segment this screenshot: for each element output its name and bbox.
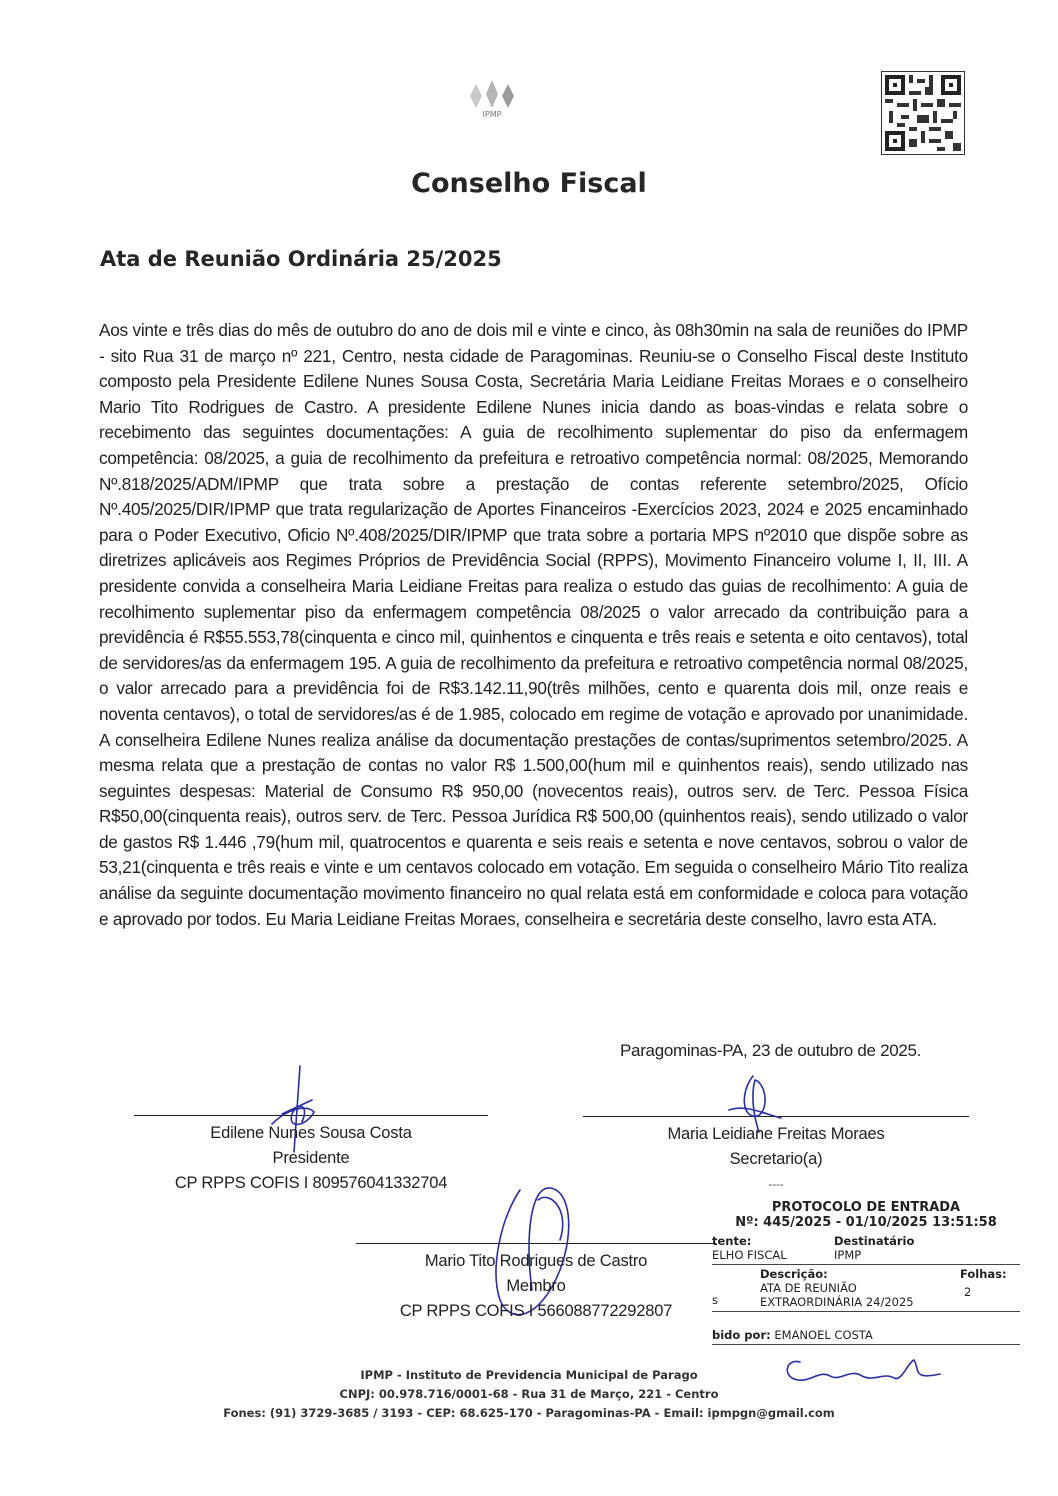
signer-name: Edilene Nunes Sousa Costa bbox=[210, 1124, 412, 1142]
signature-block-president bbox=[134, 1121, 488, 1196]
signer-role: Membro bbox=[506, 1277, 566, 1295]
stamp-number: Nº: 445/2025 - 01/10/2025 13:51:58 bbox=[735, 1215, 997, 1230]
stamp-recipient-value: IPMP bbox=[834, 1248, 862, 1262]
stamp-sender-label: tente: bbox=[712, 1234, 752, 1248]
footer-institution: IPMP - Instituto de Previdencia Municipal de Parago bbox=[360, 1368, 698, 1382]
document-subtitle: Ata de Reunião Ordinária 25/2025 bbox=[100, 247, 502, 271]
page-footer bbox=[0, 1366, 1058, 1423]
signer-id: CP RPPS COFIS I 566088772292807 bbox=[399, 1302, 673, 1320]
stamp-description-line2: EXTRAORDINÁRIA 24/2025 bbox=[760, 1295, 914, 1309]
stamp-recipient-label: Destinatário bbox=[834, 1234, 915, 1248]
signer-name: Mario Tito Rodrigues de Castro bbox=[424, 1252, 648, 1270]
signature-block-secretary bbox=[583, 1122, 969, 1197]
stamp-left-fragment: s bbox=[712, 1293, 718, 1307]
stamp-sheets-value: 2 bbox=[964, 1285, 972, 1299]
footer-address: CNPJ: 00.978.716/0001-68 - Rua 31 de Março, 221 - Centro bbox=[339, 1387, 719, 1401]
place-date: Paragominas-PA, 23 de outubro de 2025. bbox=[620, 1041, 922, 1060]
signer-name: Maria Leidiane Freitas Moraes bbox=[667, 1125, 885, 1143]
stamp-sheets-label: Folhas: bbox=[960, 1267, 1007, 1281]
footer-contact: Fones: (91) 3729-3685 / 3193 - CEP: 68.625-170 - Paragominas-PA - Email: ipmpgn@gmail.com bbox=[223, 1406, 835, 1420]
signer-role: Secretario(a) bbox=[729, 1150, 823, 1168]
protocol-stamp bbox=[712, 1200, 1020, 1345]
stamp-description-label: Descrição: bbox=[760, 1267, 828, 1281]
ipmp-logo bbox=[462, 74, 522, 124]
logo-text: IPMP bbox=[482, 110, 502, 119]
signer-id: ---- bbox=[768, 1177, 784, 1191]
stamp-title: PROTOCOLO DE ENTRADA bbox=[771, 1200, 961, 1215]
stamp-received-value: EMANOEL COSTA bbox=[774, 1328, 873, 1342]
page-title: Conselho Fiscal bbox=[411, 168, 647, 199]
minutes-body: Aos vinte e três dias do mês de outubro do ano de dois mil e vinte e cinco, às 08h30min na sala de reuniões do IPMP - sito Rua 31 de março nº 221, Centro, nesta cidade de Paragominas. Reuniu-se o Conselho Fiscal deste Instituto composto pela Presidente Edilene Nunes Sousa Costa, Secretária Maria Leidiane Freitas Moraes e o conselheiro Mario Tito Rodrigues de Castro. A presidente Edilene Nunes inicia dando as boas-vindas e relata sobre o recebimento das seguintes documentações: A guia de recolhimento suplementar do piso da enfermagem competência: 08/2025, a guia de recolhimento da prefeitura e retroativo competência normal: 08/2025, Memorando Nº.818/2025/ADM/IPMP que trata sobre a prestação de contas referente setembro/2025, Ofício Nº.405/2025/DIR/IPMP que trata regularização de Aportes Financeiros -Exercícios 2023, 2024 e 2025 encaminhado para o Poder Executivo, Oficio Nº.408/2025/DIR/IPMP que trata sobre a portaria MPS nº2010 que dispõe sobre as diretrizes aplicáveis aos Regimes Próprios de Previdência Social (RPPS), Movimento Financeiro volume I, II, III. A presidente convida a conselheira Maria Leidiane Freitas para realiza o estudo das guias de recolhimento: A guia de recolhimento suplementar piso da enfermagem competência 08/2025 o valor arrecado da contribuição para a previdência é R$55.553,78(cinquenta e cinco mil, quinhentos e cinquenta e três reais e setenta e oito centavos), total de servidores/as da enfermagem 195. A guia de recolhimento da prefeitura e retroativo competência normal 08/2025, o valor arrecado para a previdência foi de R$3.142.11,90(três milhões, cento e quarenta dois mil, onze reais e noventa centavos), o total de servidores/as é de 1.985, colocado em regime de votação e aprovado por unanimidade. A conselheira Edilene Nunes realiza análise da documentação prestações de contas/suprimentos setembro/2025. A mesma relata que a prestação de contas no valor R$ 1.500,00(hum mil e quinhentos reais), sendo utilizado nas seguintes despesas: Material de Consumo R$ 950,00 (novecentos reais), outros serv. de Terc. Pessoa Física R$50,00(cinquenta reais), outros serv. de Terc. Pessoa Jurídica R$ 500,00 (quinhentos reais), sendo utilizado o valor de gastos R$ 1.446 ,79(hum mil, quatrocentos e quarenta e seis reais e setenta e nove centavos, sobrou o valor de 53,21(cinquenta e três reais e vinte e um centavos colocado em votação. Em seguida o conselheiro Mário Tito realiza análise da seguinte documentação movimento financeiro no qual relata está em conformidade e coloca para votação e aprovado por todos. Eu Maria Leidiane Freitas Moraes, conselheira e secretária deste conselho, lavro esta ATA. bbox=[99, 320, 968, 929]
signature-block-member bbox=[356, 1249, 716, 1324]
signer-id: CP RPPS COFIS I 809576041332704 bbox=[174, 1174, 448, 1192]
qr-code bbox=[881, 71, 965, 155]
stamp-description-line1: ATA DE REUNIÃO bbox=[760, 1281, 857, 1295]
signer-role: Presidente bbox=[272, 1149, 350, 1167]
stamp-sender-value: ELHO FISCAL bbox=[712, 1248, 787, 1262]
stamp-received-label: bido por: bbox=[712, 1328, 771, 1342]
